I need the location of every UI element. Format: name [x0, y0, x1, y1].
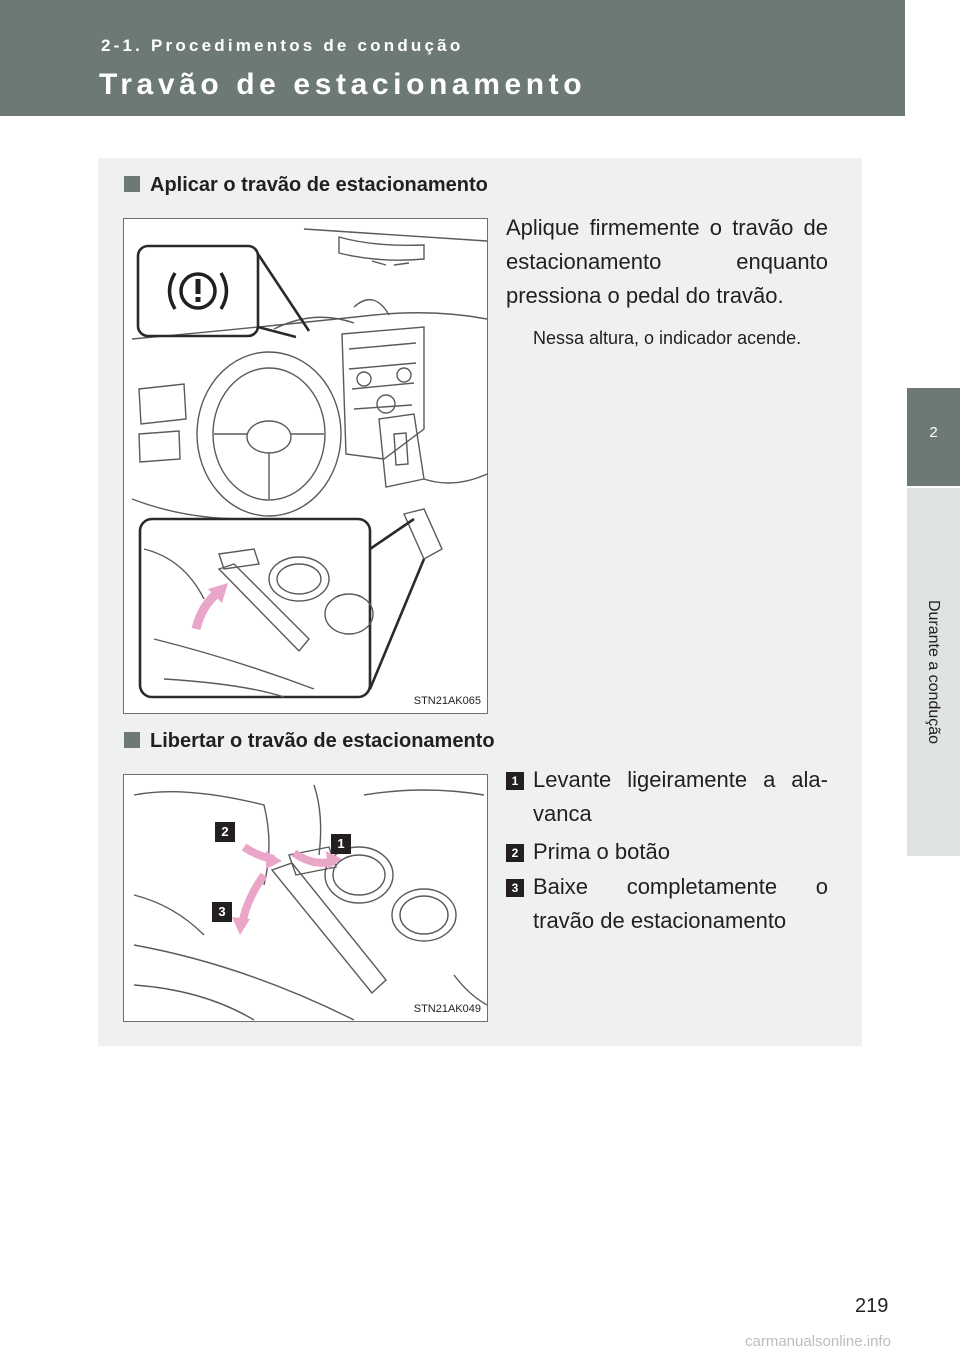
figure-apply-brake	[123, 218, 488, 714]
square-bullet-icon	[124, 732, 140, 748]
chapter-label: Durante a condução	[925, 599, 942, 745]
parking-brake-warning-icon	[158, 265, 238, 317]
page-header	[0, 0, 905, 116]
section-heading-apply	[124, 174, 488, 197]
figure-release-brake	[123, 774, 488, 1022]
callout-badge: 2	[215, 822, 235, 842]
watermark[interactable]: carmanualsonline.info	[745, 1333, 891, 1350]
section-heading-release-text: Libertar o travão de estacionamento	[150, 730, 495, 752]
release-step	[506, 835, 828, 869]
console-illustration	[124, 775, 487, 1021]
step-number-badge: 1	[506, 772, 524, 790]
section-breadcrumb: 2-1. Procedimentos de condução	[101, 36, 464, 55]
step-number-badge: 3	[506, 879, 524, 897]
chapter-tab[interactable]	[907, 388, 960, 486]
callout-badge: 3	[212, 902, 232, 922]
section-heading-apply-text: Aplicar o travão de estacionamento	[150, 174, 488, 196]
release-step	[506, 870, 828, 938]
page-number: 219	[855, 1295, 889, 1317]
callout-badge: 1	[331, 834, 351, 854]
chapter-strip	[907, 488, 960, 856]
step-text: Levante ligeiramente a ala-vanca	[533, 767, 828, 826]
apply-instruction: Aplique firmemente o travão de estacionamento enquanto pressiona o pedal do travão.	[506, 215, 828, 308]
chapter-number: 2	[929, 424, 938, 441]
release-step	[506, 763, 828, 831]
step-text: Prima o botão	[533, 839, 670, 864]
square-bullet-icon	[124, 176, 140, 192]
step-text: Baixe completamente o travão de estacionamento	[533, 874, 828, 933]
apply-note: Nessa altura, o indicador acende.	[533, 328, 802, 348]
figure-code-release: STN21AK049	[413, 1003, 481, 1015]
section-heading-release	[124, 730, 495, 753]
figure-code-apply: STN21AK065	[413, 695, 481, 707]
step-number-badge: 2	[506, 844, 524, 862]
page-title: Travão de estacionamento	[99, 68, 587, 101]
